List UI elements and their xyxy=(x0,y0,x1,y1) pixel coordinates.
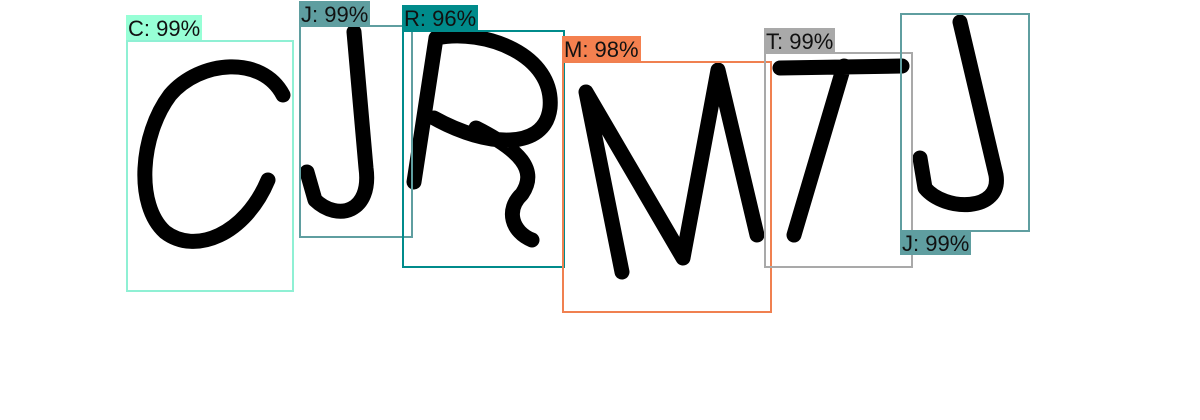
detection-box-5 xyxy=(764,52,913,268)
detection-label-4: M: 98% xyxy=(564,37,639,62)
detection-label-6: J: 99% xyxy=(902,231,970,256)
detection-box-1 xyxy=(126,40,294,292)
detection-box-2 xyxy=(299,25,413,238)
detection-label-5: T: 99% xyxy=(766,29,834,54)
detection-label-2: J: 99% xyxy=(301,2,369,27)
detection-box-3 xyxy=(402,30,565,268)
detection-box-6 xyxy=(900,13,1030,232)
detection-label-3: R: 96% xyxy=(404,6,477,31)
detection-box-4 xyxy=(562,61,772,313)
detection-label-1: C: 99% xyxy=(128,16,201,41)
